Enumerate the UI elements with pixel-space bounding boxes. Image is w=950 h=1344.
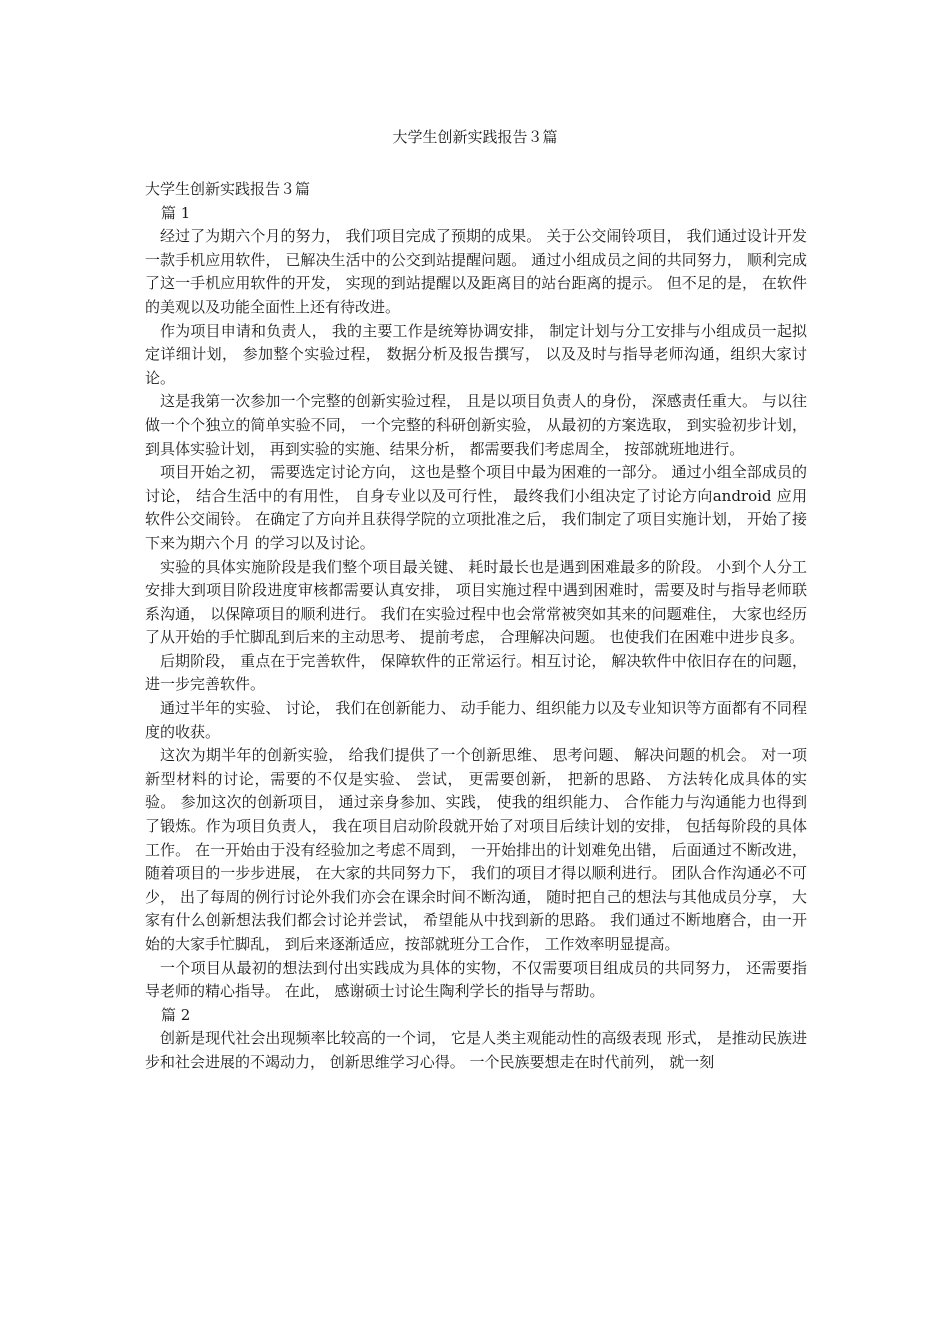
paragraph: 创新是现代社会出现频率比较高的一个词， 它是人类主观能动性的高级表现 形式， 是推动民族进步和社会进展的不竭动力， 创新思维学习心得。 一个民族要想走在时代前列， 就一刻 [145,1029,807,1071]
section-label-1: 篇 1 [161,203,191,222]
paragraph: 通过半年的实验、 讨论， 我们在创新能力、 动手能力、组织能力以及专业知识等方面都有不同程度的收获。 [145,699,807,741]
section-label-2: 篇 2 [161,1005,191,1024]
paragraph: 经过了为期六个月的努力， 我们项目完成了预期的成果。 关于公交闹铃项目， 我们通过设计开发一款手机应用软件， 已解决生活中的公交到站提醒问题。 通过小组成员之间的共同努力， 顺利完成了这一手机应用软件的开发， 实现的到站提醒以及距离目的站台距离的提示。 但不足的是， 在软件的美观以及功能全面性上还有待改进。 [145,227,807,316]
document-subtitle: 大学生创新实践报告３篇 [145,180,311,198]
document-body [145,178,807,1075]
document-title: 大学生创新实践报告３篇 [392,128,558,146]
paragraph: 作为项目申请和负责人， 我的主要工作是统筹协调安排， 制定计划与分工安排与小组成员一起拟定详细计划， 参加整个实验过程， 数据分析及报告撰写， 以及及时与指导老师沟通，组织大家讨论。 [145,321,807,387]
paragraph: 这是我第一次参加一个完整的创新实验过程， 且是以项目负责人的身份， 深感责任重大。 与以往做一个个独立的简单实验不同， 一个完整的科研创新实验， 从最初的方案选取， 到实验初步计划， 到具体实验计划， 再到实验的实施、结果分析， 都需要我们考虑周全， 按部就班地进行。 [145,392,807,458]
paragraph: 这次为期半年的创新实验， 给我们提供了一个创新思维、 思考问题、 解决问题的机会。 对一项新型材料的讨论，需要的不仅是实验、 尝试， 更需要创新， 把新的思路、 方法转化成具体的实验。 参加这次的创新项目， 通过亲身参加、实践， 使我的组织能力、 合作能力与沟通能力也得到了锻炼。作为项目负责人， 我在项目启动阶段就开始了对项目后续计划的安排， 包括每阶段的具体工作。 在一开始由于没有经验加之考虑不周到， 一开始排出的计划难免出错， 后面通过不断改进， 随着项目的一步步进展， 在大家的共同努力下， 我们的项目才得以顺利进行。 团队合作沟通必不可少， 出了每周的例行讨论外我们亦会在课余时间不断沟通， 随时把自己的想法与其他成员分享， 大家有什么创新想法我们都会讨论并尝试， 希望能从中找到新的思路。 我们通过不断地磨合，由一开始的大家手忙脚乱， 到后来逐渐适应，按部就班分工合作， 工作效率明显提高。 [145,746,807,953]
paragraph: 项目开始之初， 需要选定讨论方向， 这也是整个项目中最为困难的一部分。 通过小组全部成员的讨论， 结合生活中的有用性， 自身专业以及可行性， 最终我们小组决定了讨论方向android 应用软件公交闹铃。 在确定了方向并且获得学院的立项批准之后， 我们制定了项目实施计划， 开始了接下来为期六个月 的学习以及讨论。 [145,463,807,552]
paragraph: 后期阶段， 重点在于完善软件， 保障软件的正常运行。相互讨论， 解决软件中依旧存在的问题， 进一步完善软件。 [145,651,807,694]
paragraph: 一个项目从最初的想法到付出实践成为具体的实物，不仅需要项目组成员的共同努力， 还需要指导老师的精心指导。 在此， 感谢硕士讨论生陶利学长的指导与帮助。 [145,958,807,1001]
paragraph: 实验的具体实施阶段是我们整个项目最关键、 耗时最长也是遇到困难最多的阶段。 小到个人分工安排大到项目阶段进度审核都需要认真安排， 项目实施过程中遇到困难时，需要及时与指导老师联系沟通， 以保障项目的顺利进行。 我们在实验过程中也会常常被突如其来的问题难住， 大家也经历了从开始的手忙脚乱到后来的主动思考、 提前考虑， 合理解决问题。 也使我们在困难中进步良多。 [145,557,807,647]
